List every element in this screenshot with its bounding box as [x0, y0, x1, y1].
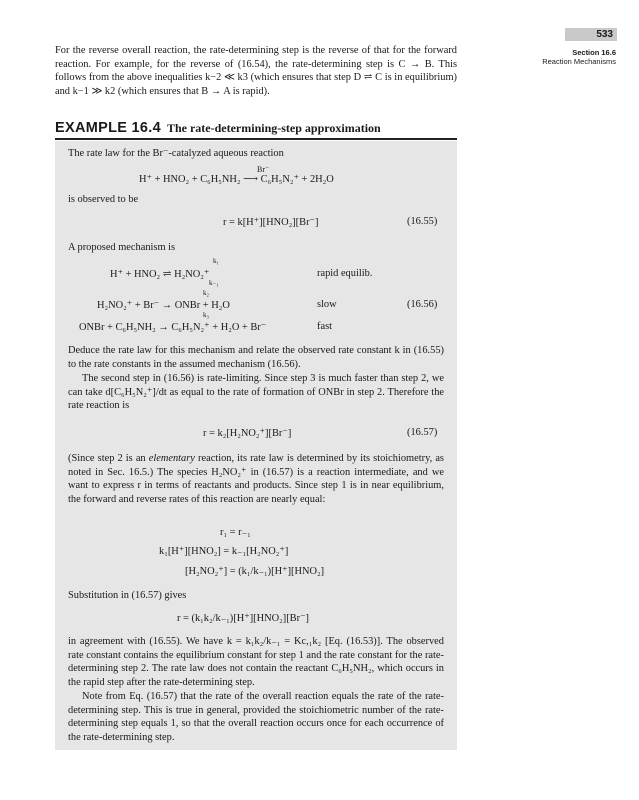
rate-step2-equation: r = k₂[H₂NO₂⁺][Br⁻] [203, 428, 292, 439]
example-text-2: is observed to be [68, 194, 139, 205]
example-text-8: in agreement with (16.55). We have k = k₁k₂/k₋₁ = Kc,₁k₂ [Eq. (16.53)]. The observed rate constant contains the equilibrium constant for step 1 and the rate constant for the rate-determining step 2. The rate law does not contain the reactant C₆H₅NH₂, which occurs in the rapid step after the rate-determining step. [68, 636, 444, 688]
mech-k1: k₁ [213, 257, 219, 265]
example-text-1: The rate law for the Br⁻-catalyzed aqueous reaction [68, 148, 284, 159]
mech-k3: k₃ [203, 311, 209, 319]
example-title: The rate-determining-step approximation [166, 121, 381, 135]
example-text-4: Deduce the rate law for this mechanism and relate the observed rate constant k in (16.55) to the rate constants in the assumed mechanism (16.56). [68, 345, 444, 370]
section-number: Section 16.6 [572, 48, 616, 57]
mech-k-1: k₋₁ [209, 279, 219, 287]
mech-note-3: fast [317, 321, 333, 332]
intro-paragraph: For the reverse overall reaction, the rate-determining step is the reverse of that for the forward reaction. For example, for the reverse of (16.54), the rate-determining step is C → B. This follows from the above inequalities k−2 ≪ k3 (which ensures that step D ⇌ C is in equilibrium) and k−1 ≫ k2 (which ensures that B → A is rapid). [55, 45, 457, 97]
mech-note-2: slow [317, 299, 337, 310]
mech-step-2: H₂NO₂⁺ + Br⁻ → ONBr + H₂O [97, 300, 230, 311]
example-heading [55, 119, 381, 137]
text-6-emphasis: elementary [148, 453, 195, 464]
text-6b: reaction, its rate law is determined by its stoichiometry, as noted in Sec. 16.5.) The species H₂NO₂⁺ in (16.57) is a reaction intermediate, and we want to express r in terms of reactants and products. Since step 1 is in near equilibrium, the forward and reverse rates of this reaction are nearly equal: [68, 453, 444, 505]
example-label: EXAMPLE 16.4 [55, 120, 161, 136]
equation-number-2: (16.56) [407, 299, 438, 310]
equation-number-1: (16.55) [407, 216, 438, 227]
page-number: 533 [565, 28, 617, 41]
equilibrium-equation-3: [H₂NO₂⁺] = (k₁/k₋₁)[H⁺][HNO₂] [185, 566, 325, 577]
text-6a: (Since step 2 is an [68, 453, 149, 464]
reaction-catalyst: Br⁻ [257, 165, 270, 174]
mech-note-1: rapid equilib. [317, 268, 373, 279]
rate-law-equation: r = k[H⁺][HNO₂][Br⁻] [223, 217, 319, 228]
final-rate-equation: r = (k₁k₂/k₋₁)[H⁺][HNO₂][Br⁻] [177, 613, 310, 624]
equilibrium-equation-1: r₁ = r₋₁ [220, 527, 251, 538]
heading-rule [55, 138, 457, 140]
example-text-3: A proposed mechanism is [68, 242, 176, 253]
mech-step-3: ONBr + C₆H₅NH₂ → C₆H₅N₂⁺ + H₂O + Br⁻ [79, 322, 267, 333]
example-text-9: Note from Eq. (16.57) that the rate of the overall reaction equals the rate of the rate-determining step. This is true in general, provided the stoichiometric number of the rate-determining step equals 1, so that the overall reaction occurs once for each occurrence of the rate-determining step. [68, 691, 444, 743]
example-text-7: Substitution in (16.57) gives [68, 590, 187, 601]
example-text-6 [68, 452, 444, 506]
example-box [55, 141, 457, 750]
mech-step-1: H⁺ + HNO₂ ⇌ H₂NO₂⁺ [110, 269, 210, 280]
overall-reaction: H⁺ + HNO₂ + C₆H₅NH₂ ⟶ C₆H₅N₂⁺ + 2H₂O [139, 174, 334, 185]
equilibrium-equation-2: k₁[H⁺][HNO₂] = k₋₁[H₂NO₂⁺] [159, 546, 289, 557]
mech-k2: k₂ [203, 289, 209, 297]
section-title: Reaction Mechanisms [542, 57, 616, 66]
equation-number-3: (16.57) [407, 427, 438, 438]
example-text-5: The second step in (16.56) is rate-limiting. Since step 3 is much faster than step 2, we can take d[C₆H₅N₂⁺]/dt as equal to the rate of formation of ONBr in step 2. Therefore the rate reaction is [68, 373, 444, 412]
